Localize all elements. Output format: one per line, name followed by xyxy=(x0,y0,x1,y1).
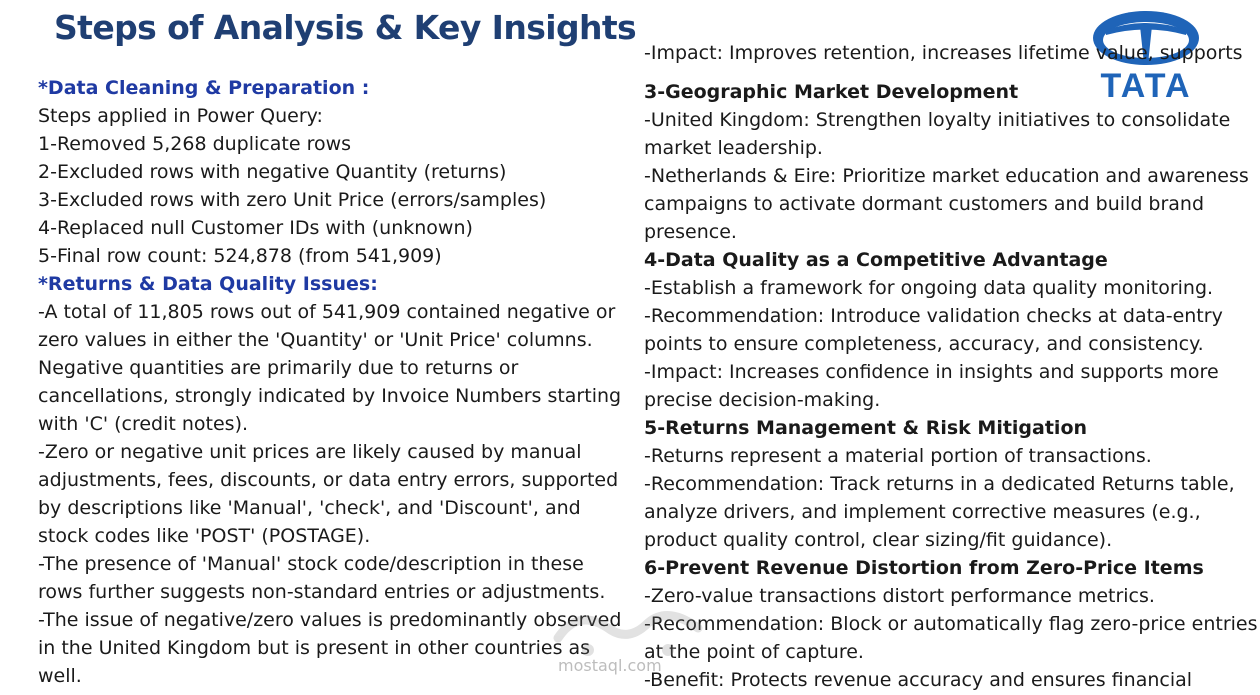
body-line: Negative quantities are primarily due to returns or xyxy=(38,357,519,379)
body-line: product quality control, clear sizing/fit guidance). xyxy=(644,529,1113,551)
body-line: -Zero or negative unit prices are likely caused by manual xyxy=(38,441,582,463)
step-item: 2-Excluded rows with negative Quantity (returns) xyxy=(38,161,507,183)
body-line: -Establish a framework for ongoing data quality monitoring. xyxy=(644,277,1214,299)
returns-heading: *Returns & Data Quality Issues: xyxy=(38,273,378,295)
body-line: -Recommendation: Block or automatically flag zero-price entries xyxy=(644,613,1258,635)
body-line: cancellations, strongly indicated by Invoice Numbers starting xyxy=(38,385,622,407)
body-line: -Netherlands & Eire: Prioritize market education and awareness xyxy=(644,165,1249,187)
body-line: -The issue of negative/zero values is predominantly observed xyxy=(38,609,622,631)
body-line: stock codes like 'POST' (POSTAGE). xyxy=(38,525,371,547)
body-line: rows further suggests non-standard entries or adjustments. xyxy=(38,581,606,603)
step-item: 3-Excluded rows with zero Unit Price (errors/samples) xyxy=(38,189,547,211)
body-line: with 'C' (credit notes). xyxy=(38,413,249,435)
body-line: at the point of capture. xyxy=(644,641,864,663)
section-4-heading: 4-Data Quality as a Competitive Advantage xyxy=(644,249,1108,271)
body-line: presence. xyxy=(644,221,737,243)
body-line: -Impact: Increases confidence in insights and supports more xyxy=(644,361,1219,383)
section-5-heading: 5-Returns Management & Risk Mitigation xyxy=(644,417,1088,439)
body-line: -Recommendation: Introduce validation checks at data-entry xyxy=(644,305,1223,327)
body-line: -Zero-value transactions distort performance metrics. xyxy=(644,585,1155,607)
body-line: campaigns to activate dormant customers and build brand xyxy=(644,193,1205,215)
left-column xyxy=(38,74,622,690)
body-line: -United Kingdom: Strengthen loyalty initiatives to consolidate xyxy=(644,109,1231,131)
body-line: points to ensure completeness, accuracy, and consistency. xyxy=(644,333,1204,355)
body-line: market leadership. xyxy=(644,137,823,159)
step-item: 4-Replaced null Customer IDs with (unknown) xyxy=(38,217,473,239)
body-line: analyze drivers, and implement corrective measures (e.g., xyxy=(644,501,1201,523)
body-line: -Returns represent a material portion of transactions. xyxy=(644,445,1152,467)
right-column xyxy=(644,78,1258,694)
watermark-text: mostaql.com xyxy=(558,656,662,675)
body-line: -Recommendation: Track returns in a dedicated Returns table, xyxy=(644,473,1235,495)
step-item: 5-Final row count: 524,878 (from 541,909) xyxy=(38,245,442,267)
body-line: adjustments, fees, discounts, or data entry errors, supported xyxy=(38,469,619,491)
body-line: -Benefit: Protects revenue accuracy and ensures financial xyxy=(644,669,1193,691)
body-line: precise decision-making. xyxy=(644,389,881,411)
logo-text: TATA xyxy=(1100,67,1192,105)
clipped-line: -Impact: Improves retention, increases lifetime value, supports xyxy=(644,42,1243,64)
steps-intro: Steps applied in Power Query: xyxy=(38,105,323,127)
body-line: in the United Kingdom but is present in other countries as xyxy=(38,637,591,659)
page-title: Steps of Analysis & Key Insights xyxy=(54,8,637,47)
body-line: well. xyxy=(38,665,82,687)
body-line: by descriptions like 'Manual', 'check', and 'Discount', and xyxy=(38,497,581,519)
section-3-heading: 3-Geographic Market Development xyxy=(644,81,1019,103)
body-line: -The presence of 'Manual' stock code/description in these xyxy=(38,553,584,575)
step-item: 1-Removed 5,268 duplicate rows xyxy=(38,133,352,155)
data-cleaning-heading: *Data Cleaning & Preparation : xyxy=(38,77,370,99)
body-line: zero values in either the 'Quantity' or 'Unit Price' columns. xyxy=(38,329,593,351)
section-6-heading: 6-Prevent Revenue Distortion from Zero-Price Items xyxy=(644,557,1204,579)
body-line: -A total of 11,805 rows out of 541,909 contained negative or xyxy=(38,301,616,323)
